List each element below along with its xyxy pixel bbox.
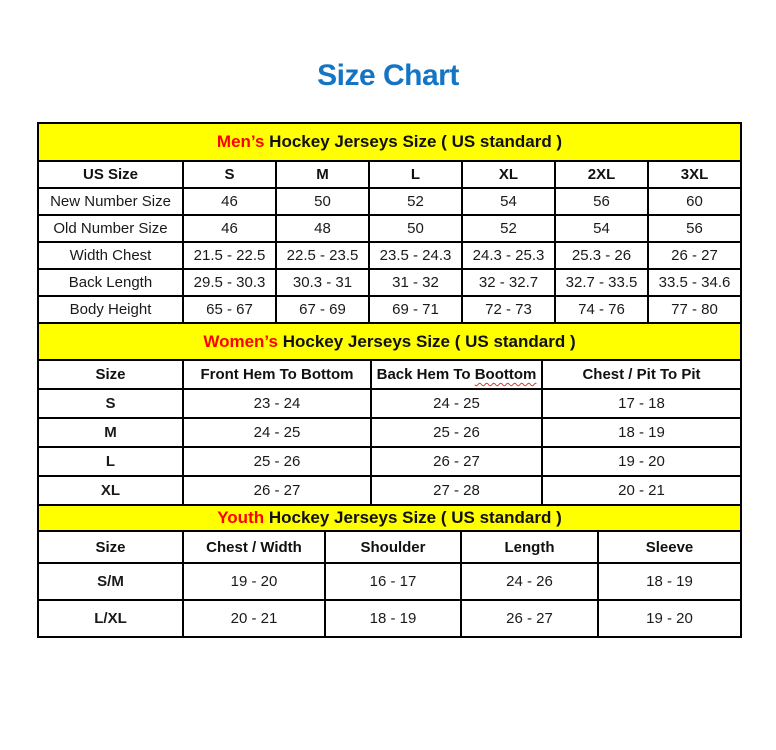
header-cell: L [369, 161, 462, 188]
data-cell: 21.5 - 22.5 [183, 242, 276, 269]
data-cell: 46 [183, 188, 276, 215]
data-cell: 24 - 26 [461, 563, 598, 600]
data-cell: 54 [555, 215, 648, 242]
data-cell: 26 - 27 [371, 447, 542, 476]
row-label: S/M [38, 563, 183, 600]
youth-header-row [38, 531, 741, 563]
data-cell: 32.7 - 33.5 [555, 269, 648, 296]
row-label: S [38, 389, 183, 418]
header-cell: 2XL [555, 161, 648, 188]
data-cell: 50 [276, 188, 369, 215]
data-cell: 60 [648, 188, 741, 215]
data-cell: 24 - 25 [371, 389, 542, 418]
womens-header-row [38, 360, 741, 389]
table-row [38, 418, 741, 447]
data-cell: 19 - 20 [183, 563, 325, 600]
mens-header-row [38, 161, 741, 188]
data-cell: 24 - 25 [183, 418, 371, 447]
data-cell: 50 [369, 215, 462, 242]
data-cell: 77 - 80 [648, 296, 741, 323]
youth-section-title [38, 505, 741, 531]
data-cell: 56 [648, 215, 741, 242]
header-cell: US Size [38, 161, 183, 188]
data-cell: 67 - 69 [276, 296, 369, 323]
data-cell: 16 - 17 [325, 563, 461, 600]
header-cell: Shoulder [325, 531, 461, 563]
mens-title-accent: Men’s [216, 132, 265, 151]
data-cell: 56 [555, 188, 648, 215]
table-row [38, 269, 741, 296]
header-cell: XL [462, 161, 555, 188]
row-label: XL [38, 476, 183, 505]
data-cell: 48 [276, 215, 369, 242]
header-cell: Sleeve [598, 531, 741, 563]
data-cell: 33.5 - 34.6 [648, 269, 741, 296]
mens-size-table [37, 122, 742, 324]
data-cell: 29.5 - 30.3 [183, 269, 276, 296]
header-cell: 3XL [648, 161, 741, 188]
row-label: L/XL [38, 600, 183, 637]
data-cell: 52 [462, 215, 555, 242]
page-title: Size Chart [317, 59, 459, 92]
data-cell: 25 - 26 [371, 418, 542, 447]
header-cell [371, 360, 542, 389]
youth-size-table [37, 504, 742, 638]
youth-title-band [38, 505, 741, 531]
data-cell: 31 - 32 [369, 269, 462, 296]
data-cell: 65 - 67 [183, 296, 276, 323]
mens-title-band [38, 123, 741, 161]
data-cell: 20 - 21 [542, 476, 741, 505]
mens-title-rest: Hockey Jerseys Size ( US standard ) [264, 132, 563, 151]
youth-title-rest: Hockey Jerseys Size ( US standard ) [264, 508, 562, 527]
row-label: New Number Size [38, 188, 183, 215]
mens-section-title [38, 123, 741, 161]
header-cell: Front Hem To Bottom [183, 360, 371, 389]
data-cell: 52 [369, 188, 462, 215]
data-cell: 17 - 18 [542, 389, 741, 418]
table-row [38, 476, 741, 505]
table-row [38, 447, 741, 476]
data-cell: 18 - 19 [325, 600, 461, 637]
womens-size-table [37, 322, 742, 506]
data-cell: 69 - 71 [369, 296, 462, 323]
data-cell: 25 - 26 [183, 447, 371, 476]
data-cell: 72 - 73 [462, 296, 555, 323]
row-label: L [38, 447, 183, 476]
data-cell: 26 - 27 [183, 476, 371, 505]
data-cell: 26 - 27 [461, 600, 598, 637]
table-row [38, 600, 741, 637]
row-label: Old Number Size [38, 215, 183, 242]
youth-title-accent: Youth [217, 508, 265, 527]
data-cell: 32 - 32.7 [462, 269, 555, 296]
womens-title-rest: Hockey Jerseys Size ( US standard ) [277, 331, 576, 351]
data-cell: 19 - 20 [598, 600, 741, 637]
womens-title-accent: Women’s [203, 331, 278, 351]
row-label: Back Length [38, 269, 183, 296]
table-row [38, 563, 741, 600]
header-cell-text: Back Hem To [376, 366, 475, 383]
table-row [38, 242, 741, 269]
data-cell: 26 - 27 [648, 242, 741, 269]
data-cell: 23 - 24 [183, 389, 371, 418]
womens-section-title [38, 323, 741, 360]
table-row [38, 215, 741, 242]
data-cell: 23.5 - 24.3 [369, 242, 462, 269]
data-cell: 19 - 20 [542, 447, 741, 476]
womens-title-band [38, 323, 741, 360]
row-label: Width Chest [38, 242, 183, 269]
data-cell: 27 - 28 [371, 476, 542, 505]
data-cell: 18 - 19 [542, 418, 741, 447]
data-cell: 25.3 - 26 [555, 242, 648, 269]
row-label: M [38, 418, 183, 447]
data-cell: 54 [462, 188, 555, 215]
data-cell: 24.3 - 25.3 [462, 242, 555, 269]
data-cell: 46 [183, 215, 276, 242]
row-label: Body Height [38, 296, 183, 323]
misspelled-word: Boottom [474, 366, 537, 383]
header-cell: Chest / Pit To Pit [542, 360, 741, 389]
table-row [38, 188, 741, 215]
data-cell: 22.5 - 23.5 [276, 242, 369, 269]
data-cell: 74 - 76 [555, 296, 648, 323]
header-cell: M [276, 161, 369, 188]
header-cell: Size [38, 360, 183, 389]
data-cell: 30.3 - 31 [276, 269, 369, 296]
header-cell: Length [461, 531, 598, 563]
data-cell: 18 - 19 [598, 563, 741, 600]
table-row [38, 296, 741, 323]
header-cell: Size [38, 531, 183, 563]
header-cell: S [183, 161, 276, 188]
size-chart [37, 122, 742, 638]
data-cell: 20 - 21 [183, 600, 325, 637]
table-row [38, 389, 741, 418]
header-cell: Chest / Width [183, 531, 325, 563]
